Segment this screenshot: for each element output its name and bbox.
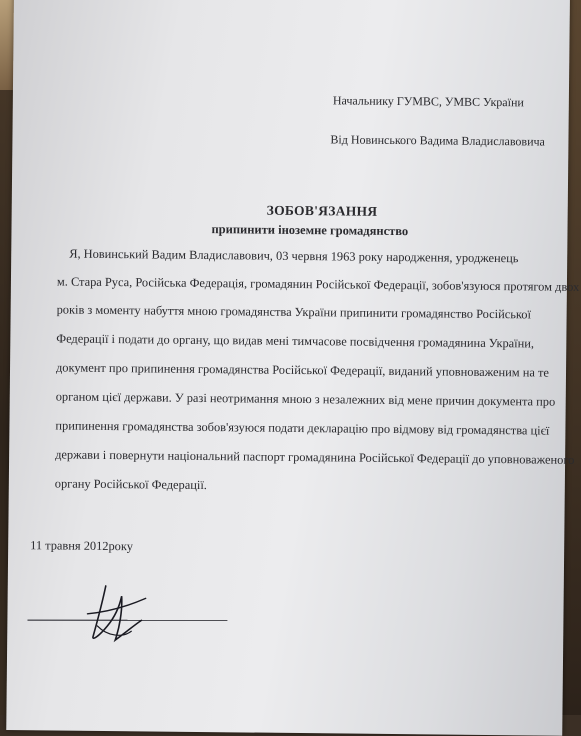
body-line-4: Федерації і подати до органу, що видав мені тимчасове посвідчення громадянина України,: [56, 331, 535, 351]
document-subtitle: припинити іноземне громадянство: [211, 222, 409, 239]
document-date: 11 травня 2012року: [30, 538, 134, 554]
signature: [27, 575, 248, 657]
document-title: ЗОБОВ'ЯЗАННЯ: [266, 202, 378, 219]
body-line-3: років з моменту набуття мною громадянства України припинити громадянство Російської: [56, 302, 532, 322]
body-line-2: м. Стара Руса, Російська Федерація, громадянин Російської Федерації, зобов'язуюся протягом двох: [56, 274, 580, 294]
body-line-6: органом цієї держави. У разі неотримання мною з незалежних від мене причин документа про: [55, 389, 556, 409]
body-line-8: держави і повернути національний паспорт громадянина Російської Федерації до уповноваженого: [55, 447, 575, 467]
addressee: Начальнику ГУМВС, УМВС України: [332, 93, 524, 110]
body-line-9: органу Російської Федерації.: [54, 476, 207, 493]
document-page: [6, 0, 580, 736]
body-line-1: Я, Новинський Вадим Владиславович, 03 червня 1963 року народження, уродженець: [69, 246, 519, 266]
body-line-7: припинення громадянства зобов'язуюся подати декларацію про відмову від громадянства цієї: [55, 418, 550, 438]
body-line-5: документ про припинення громадянства Російської Федерації, виданий уповноваженим на те: [55, 360, 549, 380]
sender: Від Новинського Вадима Владиславовича: [330, 132, 545, 149]
